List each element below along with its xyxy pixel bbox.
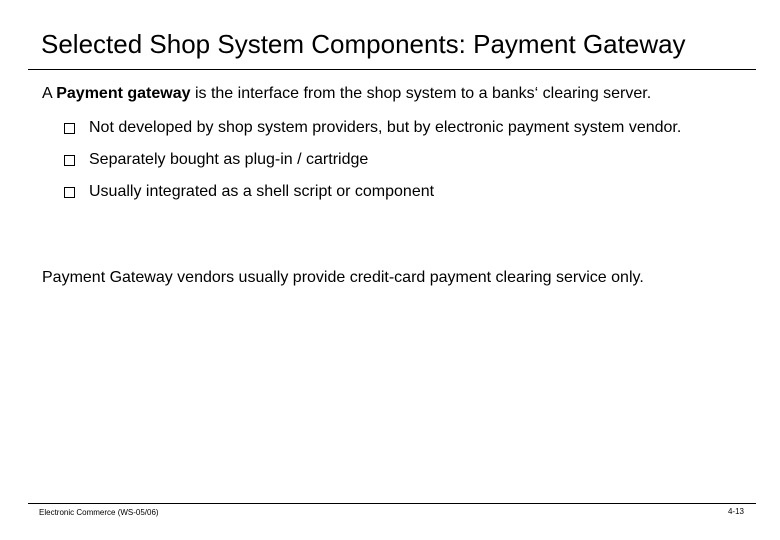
bullet-text: Usually integrated as a shell script or component [89, 183, 435, 200]
title-divider [28, 69, 756, 70]
slide-title: Selected Shop System Components: Payment Gateway [41, 29, 686, 59]
intro-term: Payment gateway [56, 85, 191, 102]
bullet-list [62, 118, 722, 202]
bullet-item [62, 182, 722, 202]
intro-sentence [42, 84, 651, 104]
checkbox-square-icon [64, 155, 75, 166]
bullet-text: Separately bought as plug-in / cartridge [89, 151, 369, 168]
bullet-text: Not developed by shop system providers, but by electronic payment system vendor. [89, 119, 682, 136]
checkbox-square-icon [64, 187, 75, 198]
intro-rest: is the interface from the shop system to a banks‘ clearing server. [190, 85, 652, 102]
checkbox-square-icon [64, 123, 75, 134]
summary-sentence: Payment Gateway vendors usually provide credit-card payment clearing service only. [42, 269, 644, 286]
footer-page-number: 4-13 [727, 507, 744, 516]
bullet-item [62, 150, 722, 170]
intro-prefix: A [42, 85, 57, 102]
bullet-item [62, 118, 722, 138]
footer-course-label: Electronic Commerce (WS-05/06) [39, 508, 159, 517]
footer-divider [28, 503, 756, 504]
